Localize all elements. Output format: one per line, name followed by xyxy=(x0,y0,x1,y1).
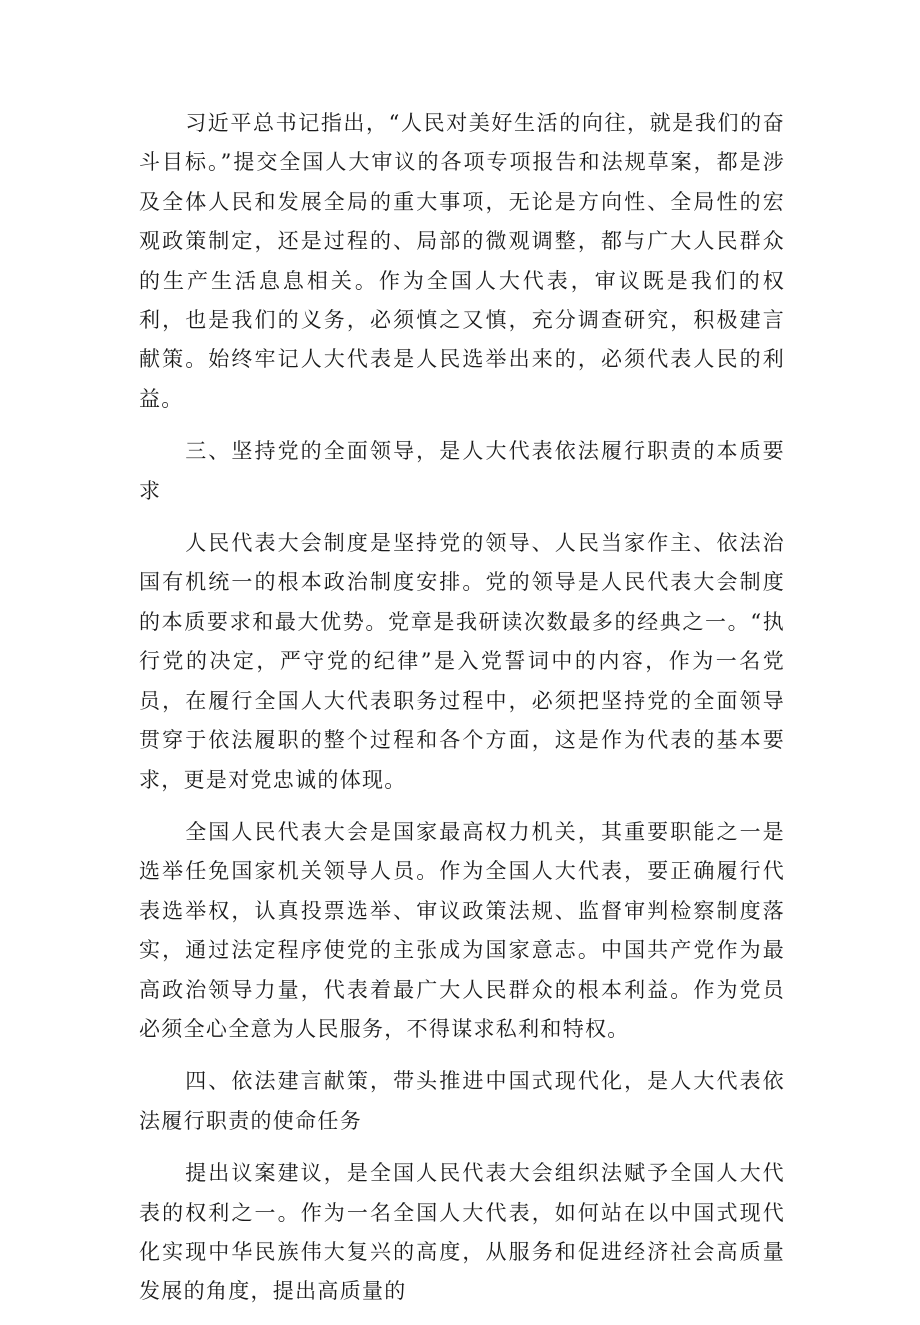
paragraph-people-aspiration: 习近平总书记指出，“人民对美好生活的向往，就是我们的奋斗目标。”提交全国人大审议的各项专项报告和法规草案，都是涉及全体人民和发展全局的重大事项，无论是方向性、全局性的宏观政策制定，还是过程的、局部的微观调整，都与广大人民群众的生产生活息息相关。作为全国人大代表，审议既是我们的权利，也是我们的义务，必须慎之又慎，充分调查研究，积极建言献策。始终牢记人大代表是人民选举出来的，必须代表人民的利益。 xyxy=(139,111,785,411)
section-heading-four: 四、依法建言献策，带头推进中国式现代化，是人大代表依法履行职责的使命任务 xyxy=(139,1069,785,1133)
paragraph-proposals: 提出议案建议，是全国人民代表大会组织法赋予全国人大代表的权利之一。作为一名全国人大代表，如何站在以中国式现代化实现中华民族伟大复兴的高度，从服务和促进经济社会高质量发展的角度，提出高质量的 xyxy=(139,1161,785,1304)
section-heading-three: 三、坚持党的全面领导，是人大代表依法履行职责的本质要求 xyxy=(139,439,785,503)
paragraph-npc-election: 全国人民代表大会是国家最高权力机关，其重要职能之一是选举任免国家机关领导人员。作为全国人大代表，要正确履行代表选举权，认真投票选举、审议政策法规、监督审判检察制度落实，通过法定程序使党的主张成为国家意志。中国共产党作为最高政治领导力量，代表着最广大人民群众的根本利益。作为党员必须全心全意为人民服务，不得谋求私利和特权。 xyxy=(139,819,785,1041)
paragraph-party-leadership: 人民代表大会制度是坚持党的领导、人民当家作主、依法治国有机统一的根本政治制度安排。党的领导是人民代表大会制度的本质要求和最大优势。党章是我研读次数最多的经典之一。“执行党的决定，严守党的纪律”是入党誓词中的内容，作为一名党员，在履行全国人大代表职务过程中，必须把坚持党的全面领导贯穿于依法履职的整个过程和各个方面，这是作为代表的基本要求，更是对党忠诚的体现。 xyxy=(139,531,785,792)
document-body xyxy=(139,104,785,1325)
